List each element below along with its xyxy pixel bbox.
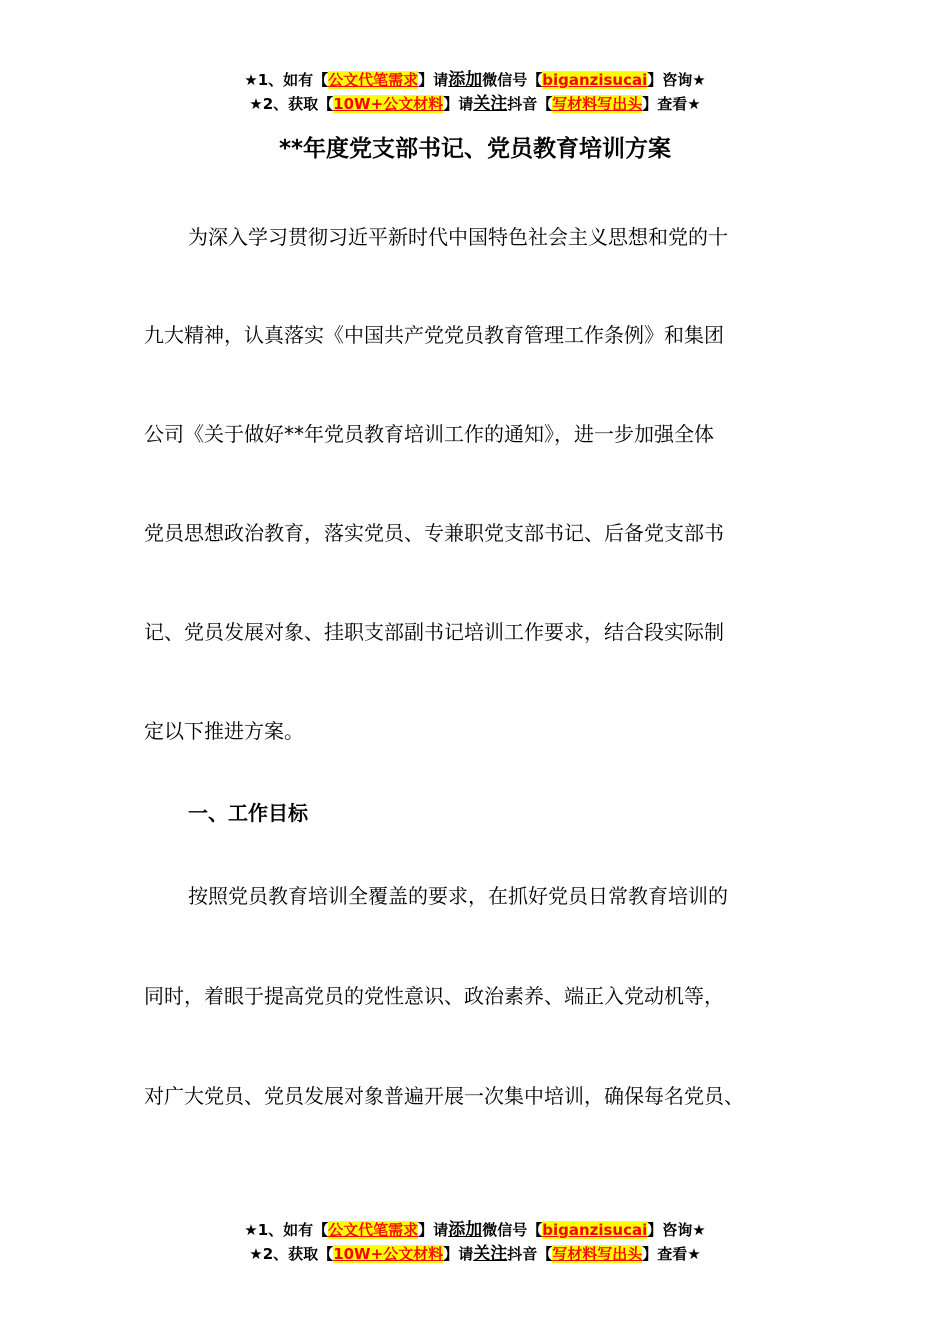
promo-wechat-id: biganzisucai bbox=[542, 71, 648, 89]
promo-highlight-service: 公文代笔需求 bbox=[328, 1221, 419, 1239]
promo-add-text: 添加 bbox=[448, 1220, 483, 1240]
promo-line-1: ★1、如有【公文代笔需求】请添加微信号【biganzisucai】咨询★ bbox=[244, 1220, 706, 1240]
promo-highlight-materials: 10W+公文材料 bbox=[333, 95, 444, 113]
promo-follow-text: 关注 bbox=[473, 94, 508, 114]
intro-line: 为深入学习贯彻习近平新时代中国特色社会主义思想和党的十 bbox=[188, 225, 728, 249]
promo-line-2: ★2、获取【10W+公文材料】请关注抖音【写材料写出头】查看★ bbox=[249, 94, 701, 114]
promo-highlight-materials: 10W+公文材料 bbox=[333, 1245, 444, 1263]
section-heading: 一、工作目标 bbox=[188, 801, 308, 825]
promo-line-1: ★1、如有【公文代笔需求】请添加微信号【biganzisucai】咨询★ bbox=[244, 70, 706, 90]
promo-add-text: 添加 bbox=[448, 70, 483, 90]
promo-follow-text: 关注 bbox=[473, 1244, 508, 1264]
promo-wechat-id: biganzisucai bbox=[542, 1221, 648, 1239]
promo-douyin-id: 写材料写出头 bbox=[552, 1245, 643, 1263]
section-line: 同时，着眼于提高党员的党性意识、政治素养、端正入党动机等， bbox=[144, 984, 724, 1008]
promo-douyin-id: 写材料写出头 bbox=[552, 95, 643, 113]
intro-line: 记、党员发展对象、挂职支部副书记培训工作要求，结合段实际制 bbox=[144, 620, 724, 644]
document-title: **年度党支部书记、党员教育培训方案 bbox=[278, 136, 672, 162]
promo-banner-top bbox=[0, 68, 950, 116]
intro-line: 九大精神，认真落实《中国共产党党员教育管理工作条例》和集团 bbox=[144, 323, 724, 347]
section-line: 对广大党员、党员发展对象普遍开展一次集中培训，确保每名党员、 bbox=[144, 1084, 744, 1108]
promo-banner-bottom bbox=[0, 1218, 950, 1266]
intro-line: 公司《关于做好**年党员教育培训工作的通知》，进一步加强全体 bbox=[144, 422, 714, 446]
intro-line: 定以下推进方案。 bbox=[144, 719, 304, 743]
promo-line-2: ★2、获取【10W+公文材料】请关注抖音【写材料写出头】查看★ bbox=[249, 1244, 701, 1264]
section-line: 按照党员教育培训全覆盖的要求，在抓好党员日常教育培训的 bbox=[188, 884, 728, 908]
promo-highlight-service: 公文代笔需求 bbox=[328, 71, 419, 89]
intro-line: 党员思想政治教育，落实党员、专兼职党支部书记、后备党支部书 bbox=[144, 521, 724, 545]
